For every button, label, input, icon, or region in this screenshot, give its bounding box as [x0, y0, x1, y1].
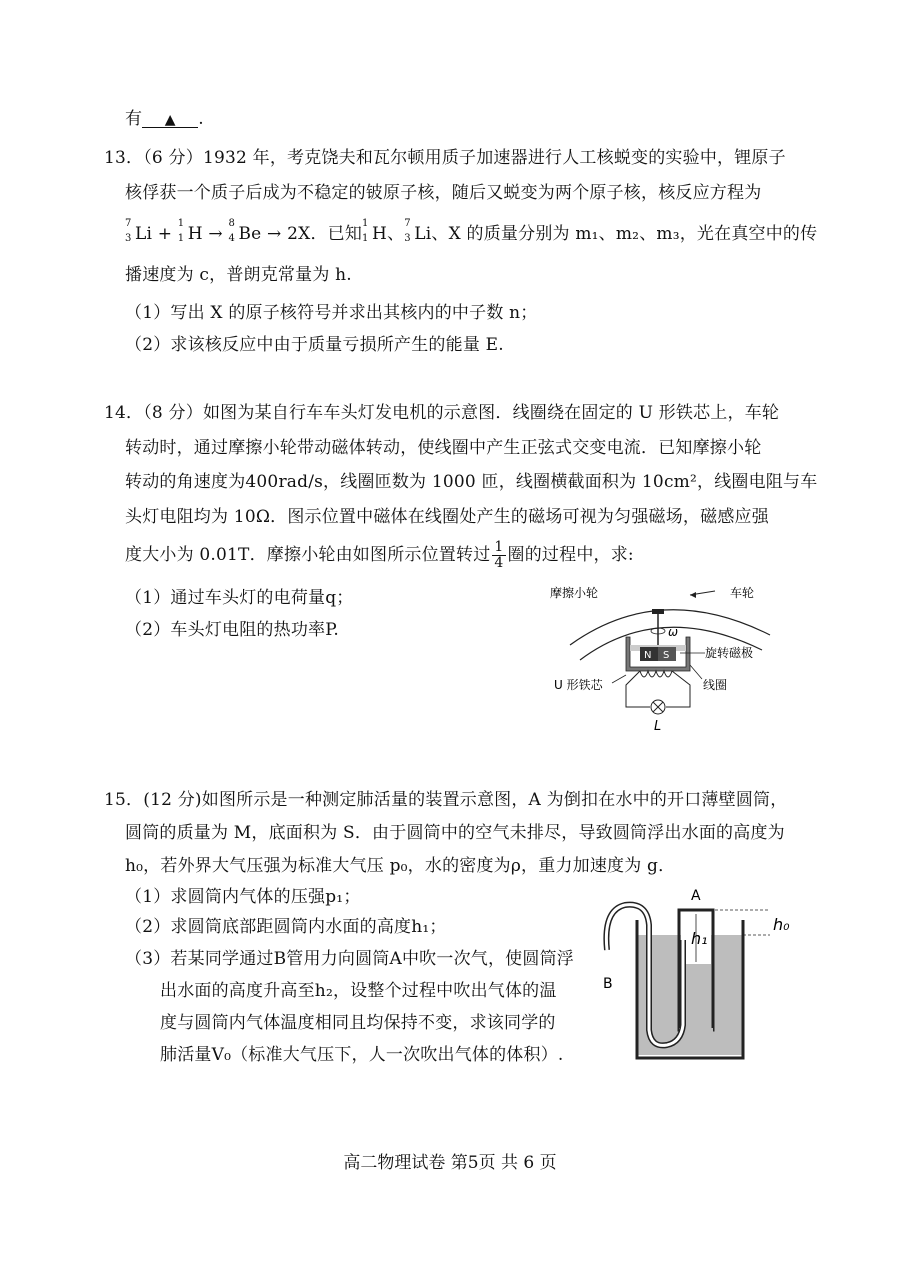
page-footer: 高二物理试卷 第5页 共 6 页 — [343, 1153, 557, 1173]
h-atomic-number: 1 — [177, 233, 185, 244]
q13-line-4 — [125, 260, 352, 285]
q13-score: （6 分） — [143, 148, 203, 168]
label-u-core: U 形铁芯 — [554, 678, 603, 692]
label-a: A — [691, 888, 701, 904]
q14-line-3 — [125, 467, 817, 492]
carryover-prefix: 有 — [125, 109, 143, 129]
q14-text-5b: 圈的过程中，求: — [507, 545, 634, 565]
q15-text-1: 如图所示是一种测定肺活量的装置示意图，A 为倒扣在水中的开口薄壁圆筒， — [201, 790, 788, 810]
known-li-symbol: Li — [414, 224, 432, 244]
q14-text-4: 头灯电阻均为 10Ω．图示位置中磁体在线圈处产生的磁场可视为匀强磁场，磁感应强 — [125, 507, 769, 527]
fraction-denominator: 4 — [494, 555, 504, 571]
known-rest: 、X 的质量分别为 m₁、m₂、m₃，光在真空中的传 — [431, 224, 818, 244]
eq-arrow-1: → — [202, 224, 229, 244]
nuclide-h — [177, 218, 203, 244]
circuit-left — [626, 671, 650, 707]
label-lamp: L — [654, 719, 662, 734]
q13-sub-1 — [125, 298, 537, 323]
label-rotating-magnet: 旋转磁极 — [705, 646, 754, 660]
nuclide-be — [228, 218, 262, 244]
label-b: B — [603, 976, 613, 992]
q15-sub-3-text-2: 出水面的高度升高至h₂，设整个过程中吹出气体的温 — [160, 981, 557, 1001]
label-friction-wheel: 摩擦小轮 — [550, 586, 599, 600]
carryover-line — [125, 104, 204, 129]
q15-number: 15． — [104, 790, 144, 810]
q14-score: （8 分） — [143, 403, 203, 423]
q14-text-1: 如图为某自行车车头灯发电机的示意图．线圈绕在固定的 U 形铁芯上，车轮 — [202, 403, 780, 423]
q13-equation-line — [125, 219, 817, 244]
known-sep: 、 — [387, 224, 405, 244]
eq-plus: + — [152, 224, 178, 244]
eq-tail: ．已知 — [310, 224, 363, 244]
q15-sub-3-l2 — [160, 976, 557, 1001]
label-h1: h₁ — [691, 929, 708, 948]
q13-text-1: 1932 年，考克饶夫和瓦尔顿用质子加速器进行人工核蜕变的实验中，锂原子 — [202, 148, 786, 168]
label-s: S — [663, 650, 670, 661]
known-li-atomic: 3 — [404, 233, 411, 244]
q15-line-3 — [125, 851, 675, 876]
q15-sub-2-text: （2）求圆筒底部距圆筒内水面的高度h₁； — [125, 917, 447, 937]
be-symbol: Be — [238, 224, 262, 244]
q15-sub-1-text: （1）求圆筒内气体的压强p₁； — [125, 887, 361, 907]
carryover-suffix: . — [198, 109, 204, 129]
coil-icon — [640, 671, 672, 677]
blank-triangle-icon: ▲ — [164, 112, 176, 128]
q14-text-5a: 度大小为 0.01T．摩擦小轮由如图所示位置转过 — [125, 545, 491, 565]
q15-sub-3-l3 — [160, 1008, 556, 1033]
q15-sub-2 — [125, 912, 447, 937]
q14-text-2: 转动时，通过摩擦小轮带动磁体转动，使线圈中产生正弦式交变电流．已知摩擦小轮 — [125, 438, 762, 458]
be-mass-number: 8 — [228, 218, 236, 229]
generator-diagram — [540, 575, 790, 745]
q15-sub-3-text-1: （3）若某同学通过B管用力向圆筒A中吹一次气，使圆筒浮 — [125, 949, 574, 969]
q15-sub-3-text-3: 度与圆筒内气体温度相同且均保持不变，求该同学的 — [160, 1013, 556, 1033]
known-h-mass: 1 — [362, 218, 369, 229]
q14-line-2 — [125, 433, 761, 458]
q14-sub-2 — [125, 615, 339, 640]
q14-number: 14． — [104, 403, 144, 423]
li-atomic-number: 3 — [125, 233, 132, 244]
label-wheel: 车轮 — [730, 586, 755, 600]
q15-text-3: h₀，若外界大气压强为标准大气压 p₀，水的密度为ρ，重力加速度为 g． — [125, 856, 676, 876]
q15-line-2 — [125, 818, 785, 843]
q13-line-1 — [104, 143, 786, 168]
q13-sub-2-text: （2）求该核反应中由于质量亏损所产生的能量 E. — [125, 335, 504, 355]
answer-blank — [142, 113, 198, 128]
q15-sub-3-l4 — [160, 1040, 564, 1065]
q13-sub-1-text: （1）写出 X 的原子核符号并求出其核内的中子数 n； — [125, 303, 538, 323]
li-symbol: Li — [135, 224, 153, 244]
known-li-mass: 7 — [404, 218, 411, 229]
core-leader — [612, 675, 626, 683]
q13-sub-2 — [125, 330, 504, 355]
q13-text-2: 核俘获一个质子后成为不稳定的铍原子核，随后又蜕变为两个原子核，核反应方程为 — [125, 183, 762, 203]
q14-sub-2-text: （2）车头灯电阻的热功率P. — [125, 620, 340, 640]
rotation-arrowhead-icon — [690, 592, 696, 598]
q14-text-3: 转动的角速度为400rad/s，线圈匝数为 1000 匝，线圈横截面积为 10cm²，线圈电阻与车 — [125, 472, 818, 492]
known-nuclide-li — [404, 218, 432, 244]
q14-sub-1 — [125, 583, 354, 608]
q15-sub-1 — [125, 882, 361, 907]
label-h0: h₀ — [773, 915, 790, 934]
q14-line-1 — [104, 398, 779, 423]
known-nuclide-h — [362, 218, 388, 244]
be-atomic-number: 4 — [228, 233, 236, 244]
q15-sub-3-text-4: 肺活量V₀（标准大气压下，人一次吹出气体的体积）. — [160, 1045, 564, 1065]
known-h-atomic: 1 — [362, 233, 369, 244]
coil-leader — [690, 665, 702, 679]
label-omega: ω — [668, 625, 679, 639]
q13-number: 13． — [104, 148, 144, 168]
fraction-numerator: 1 — [494, 539, 504, 555]
spirometer-diagram — [595, 880, 820, 1070]
q14-line-4 — [125, 502, 769, 527]
q14-line-5 — [125, 540, 634, 571]
quarter-fraction — [492, 540, 505, 571]
q15-score: (12 分) — [143, 790, 202, 810]
eq-arrow-2: → 2X — [261, 224, 311, 244]
friction-wheel-cap — [652, 609, 664, 614]
h-symbol: H — [187, 224, 203, 244]
h-mass-number: 1 — [177, 218, 185, 229]
q14-sub-1-text: （1）通过车头灯的电荷量q； — [125, 588, 354, 608]
q15-line-1 — [104, 785, 787, 810]
label-coil: 线圈 — [703, 678, 728, 692]
q15-text-2: 圆筒的质量为 M，底面积为 S．由于圆筒中的空气未排尽，导致圆筒浮出水面的高度为 — [125, 823, 785, 843]
q15-sub-3-l1 — [125, 944, 574, 969]
q13-text-4: 播速度为 c，普朗克常量为 h. — [125, 265, 352, 285]
q13-line-2 — [125, 178, 761, 203]
li-mass-number: 7 — [125, 218, 132, 229]
nuclide-li — [125, 218, 153, 244]
label-n: N — [644, 650, 652, 661]
known-h-symbol: H — [372, 224, 388, 244]
